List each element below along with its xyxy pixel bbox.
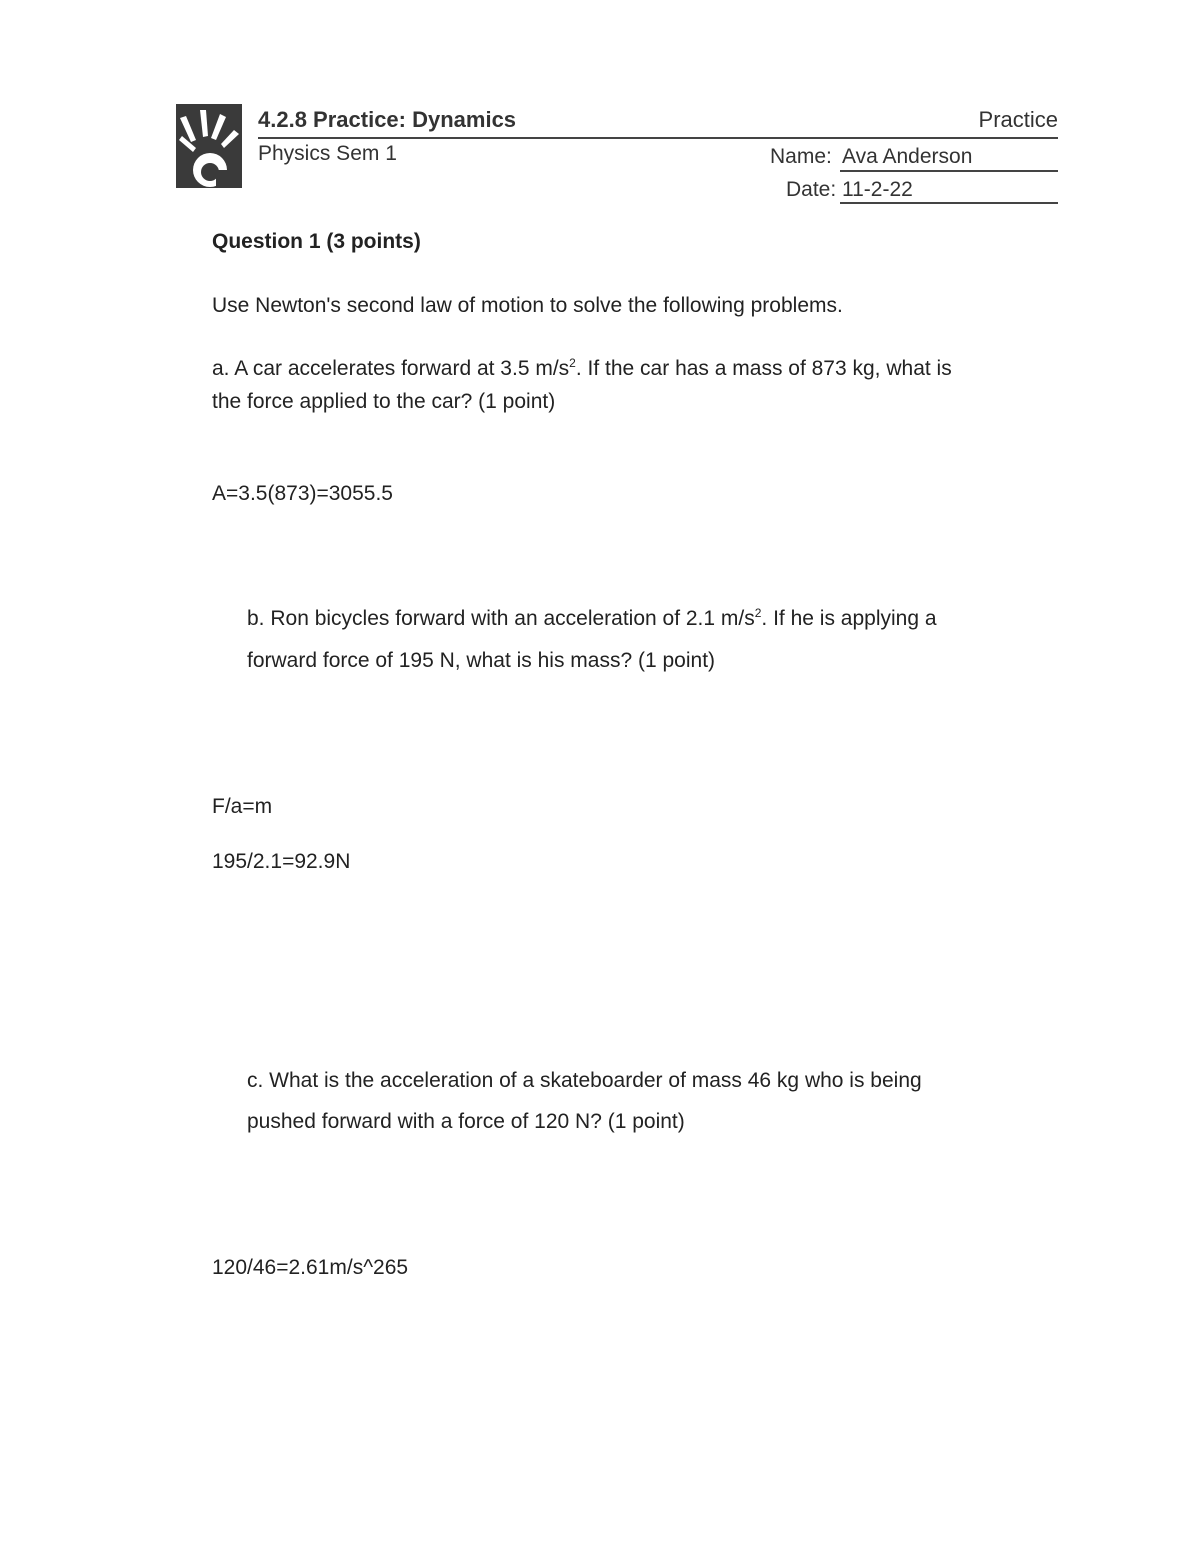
name-underline (840, 170, 1058, 172)
part-b-answer-line1: F/a=m (212, 795, 273, 818)
date-value: 11-2-22 (842, 178, 913, 201)
part-c-prompt: c. What is the acceleration of a skateboarder of mass 46 kg who is being (247, 1069, 922, 1092)
part-b-prompt-line2: forward force of 195 N, what is his mass? (1 point) (247, 649, 716, 672)
part-c-answer: 120/46=2.61m/s^265 (212, 1256, 409, 1279)
part-c-prompt-line2: pushed forward with a force of 120 N? (1 point) (247, 1110, 685, 1133)
school-logo (176, 104, 242, 188)
header-rule (258, 137, 1058, 139)
course-name: Physics Sem 1 (258, 142, 397, 165)
part-b-answer-line2: 195/2.1=92.9N (212, 850, 351, 873)
part-b-prompt: b. Ron bicycles forward with an acceleration of 2.1 $m/s^2$. If he is applying a (247, 606, 937, 630)
date-label: Date: (786, 178, 837, 201)
question-heading: Question 1 (3 points) (212, 230, 421, 253)
question-instructions: Use Newton's second law of motion to solve the following problems. (212, 294, 843, 317)
assignment-title: 4.2.8 Practice: Dynamics (258, 107, 517, 132)
part-a-prompt: a. A car accelerates forward at 3.5 $m/s^2$. If the car has a mass of 873 kg, what is (212, 356, 952, 380)
name-label: Name: (770, 145, 832, 168)
date-underline (840, 202, 1058, 204)
name-value: Ava Anderson (842, 145, 973, 168)
assignment-type: Practice (978, 107, 1058, 132)
part-a-answer: A=3.5(873)=3055.5 (212, 482, 393, 505)
part-a-prompt-line2: the force applied to the car? (1 point) (212, 390, 556, 413)
